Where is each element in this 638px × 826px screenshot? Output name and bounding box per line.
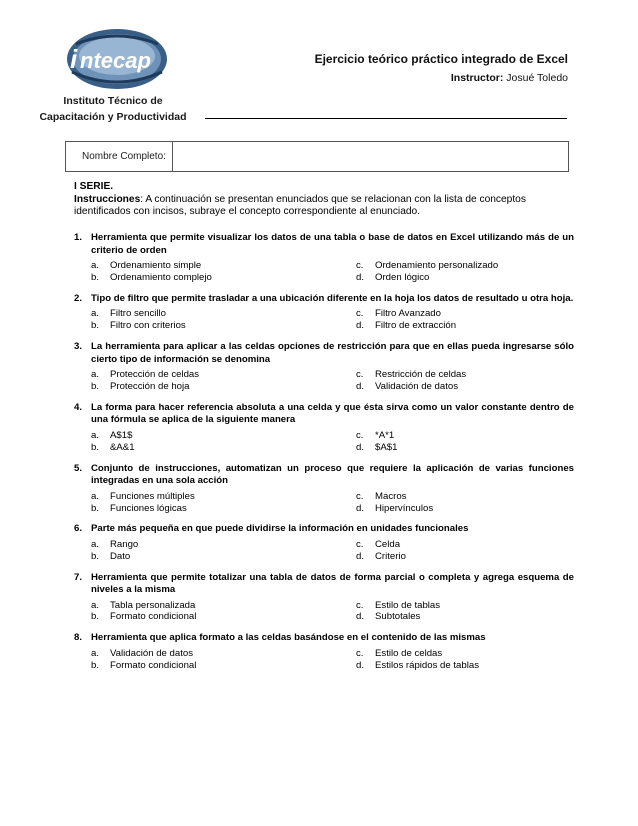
option-item[interactable] <box>356 648 591 660</box>
name-field[interactable] <box>173 142 568 171</box>
question-text <box>74 632 574 645</box>
option-item[interactable] <box>91 551 356 563</box>
option-text: A$1$ <box>110 429 133 441</box>
option-letter: d. <box>356 502 365 514</box>
institute-name <box>20 93 206 125</box>
option-item[interactable] <box>356 260 591 272</box>
question-statement: La forma para hacer referencia absoluta a una celda y que ésta sirva como un valor constante dentro de una fórmula se aplica de la siguiente manera <box>91 401 574 426</box>
option-letter: a. <box>91 260 100 272</box>
option-item[interactable] <box>356 660 591 672</box>
question-statement: La herramienta para aplicar a las celdas opciones de restricción para que en ellas pueda ingresarse sólo cierto tipo de información se denomina <box>91 340 574 365</box>
name-box <box>65 141 569 172</box>
option-text: Estilo de celdas <box>375 647 443 659</box>
option-list <box>74 600 574 624</box>
option-item[interactable] <box>91 272 356 284</box>
series-instructions <box>74 194 574 219</box>
option-item[interactable] <box>356 272 591 284</box>
question-statement: Conjunto de instrucciones, automatizan un proceso que requiere la aplicación de varias funciones integradas en una sola acción <box>91 462 574 487</box>
question-7 <box>74 572 574 624</box>
question-number: 2. <box>74 292 83 304</box>
option-letter: b. <box>91 380 100 392</box>
question-8 <box>74 632 574 671</box>
option-text: Ordenamiento personalizado <box>375 260 499 272</box>
option-text: Filtro de extracción <box>375 320 457 332</box>
option-letter: a. <box>91 647 100 659</box>
question-4 <box>74 402 574 454</box>
question-number: 6. <box>74 523 83 535</box>
option-letter: c. <box>356 260 364 272</box>
option-text: Funciones lógicas <box>110 502 187 514</box>
option-item[interactable] <box>91 648 356 660</box>
option-text: Dato <box>110 550 131 562</box>
option-item[interactable] <box>91 369 356 381</box>
question-statement: Herramienta que permite totalizar una tabla de datos de forma parcial o completa y agrega esquema de niveles a la misma <box>91 571 574 596</box>
option-item[interactable] <box>91 491 356 503</box>
option-item[interactable] <box>356 491 591 503</box>
option-letter: a. <box>91 429 100 441</box>
logo-text: ntecap <box>80 48 151 73</box>
question-number: 3. <box>74 340 83 352</box>
option-text: Hipervínculos <box>375 502 434 514</box>
option-text: Criterio <box>375 550 406 562</box>
question-text <box>74 293 574 306</box>
option-item[interactable] <box>356 551 591 563</box>
option-letter: a. <box>91 308 100 320</box>
question-statement: Parte más pequeña en que puede dividirse la información en unidades funcionales <box>91 523 469 535</box>
option-letter: b. <box>91 441 100 453</box>
option-text: *A*1 <box>375 429 395 441</box>
option-letter: a. <box>91 599 100 611</box>
option-text: Ordenamiento simple <box>110 260 202 272</box>
option-item[interactable] <box>91 600 356 612</box>
question-1 <box>74 232 574 284</box>
option-letter: d. <box>356 659 365 671</box>
option-item[interactable] <box>356 369 591 381</box>
option-letter: b. <box>91 320 100 332</box>
option-item[interactable] <box>91 539 356 551</box>
option-item[interactable] <box>356 430 591 442</box>
option-letter: c. <box>356 647 364 659</box>
option-text: Formato condicional <box>110 659 197 671</box>
option-list <box>74 430 574 454</box>
question-text <box>74 232 574 257</box>
question-text <box>74 402 574 427</box>
option-letter: b. <box>91 550 100 562</box>
option-item[interactable] <box>91 260 356 272</box>
option-item[interactable] <box>356 503 591 515</box>
option-text: $A$1 <box>375 441 398 453</box>
option-item[interactable] <box>356 611 591 623</box>
option-letter: a. <box>91 490 100 502</box>
header-rule <box>205 118 567 119</box>
option-letter: d. <box>356 380 365 392</box>
option-text: Protección de celdas <box>110 369 200 381</box>
option-text: Validación de datos <box>375 380 459 392</box>
series-section <box>74 181 574 219</box>
question-statement: Herramienta que permite visualizar los datos de una tabla o base de datos en Excel utilizando más de un criterio de orden <box>91 232 574 256</box>
option-text: Protección de hoja <box>110 380 190 392</box>
option-list <box>74 648 574 672</box>
option-text: &A&1 <box>110 441 135 453</box>
option-letter: d. <box>356 550 365 562</box>
option-list <box>74 369 574 393</box>
option-item[interactable] <box>356 600 591 612</box>
question-statement: Herramienta que aplica formato a las celdas basándose en el contenido de las mismas <box>91 632 486 644</box>
option-text: Filtro Avanzado <box>375 308 441 320</box>
option-text: Ordenamiento complejo <box>110 271 212 283</box>
question-text <box>74 523 574 536</box>
option-text: Funciones múltiples <box>110 490 195 502</box>
option-letter: c. <box>356 429 364 441</box>
option-text: Rango <box>110 538 139 550</box>
option-text: Subtotales <box>375 611 421 623</box>
option-item[interactable] <box>356 442 591 454</box>
option-item[interactable] <box>91 430 356 442</box>
question-statement: Tipo de filtro que permite trasladar a una ubicación diferente en la hoja los datos de resultado u otra hoja. <box>91 292 574 304</box>
question-6 <box>74 523 574 562</box>
option-text: Macros <box>375 490 407 502</box>
option-text: Estilo de tablas <box>375 599 441 611</box>
option-text: Estilos rápidos de tablas <box>375 659 479 671</box>
option-text: Orden lógico <box>375 271 430 283</box>
option-text: Formato condicional <box>110 611 197 623</box>
institute-line-1: Instituto Técnico de <box>63 95 163 107</box>
option-letter: c. <box>356 599 364 611</box>
document-title: Ejercicio teórico práctico integrado de Excel <box>314 52 568 66</box>
option-text: Filtro con criterios <box>110 320 186 332</box>
option-item[interactable] <box>356 320 591 332</box>
series-title: I SERIE. <box>74 181 114 192</box>
option-letter: c. <box>356 490 364 502</box>
question-5 <box>74 463 574 515</box>
instructor-name: Josué Toledo <box>503 72 568 84</box>
question-number: 4. <box>74 401 83 413</box>
option-text: Validación de datos <box>110 647 194 659</box>
instructor-label: Instructor: <box>450 72 504 84</box>
option-list <box>74 539 574 563</box>
option-letter: c. <box>356 308 364 320</box>
intecap-logo <box>62 22 172 94</box>
option-letter: a. <box>91 538 100 550</box>
option-item[interactable] <box>91 320 356 332</box>
instructions-label: Instrucciones <box>74 193 141 205</box>
question-text <box>74 463 574 488</box>
option-letter: c. <box>356 538 364 550</box>
option-item[interactable] <box>91 308 356 320</box>
option-item[interactable] <box>91 611 356 623</box>
option-list <box>74 491 574 515</box>
question-text <box>74 572 574 597</box>
option-item[interactable] <box>356 308 591 320</box>
option-text: Celda <box>375 538 401 550</box>
question-number: 8. <box>74 632 83 644</box>
institute-line-2: Capacitación y Productividad <box>39 111 187 123</box>
option-text: Restricción de celdas <box>375 369 467 381</box>
svg-text:i: i <box>70 44 78 74</box>
question-number: 5. <box>74 462 83 474</box>
option-item[interactable] <box>356 381 591 393</box>
option-item[interactable] <box>91 442 356 454</box>
option-item[interactable] <box>91 381 356 393</box>
question-text <box>74 341 574 366</box>
name-label: Nombre Completo: <box>66 142 173 171</box>
instructions-text: : A continuación se presentan enunciados que se relacionan con la lista de conceptos identificados con incisos, subraye el concepto correspondiente al enunciado. <box>74 193 526 218</box>
option-list <box>74 260 574 284</box>
option-letter: b. <box>91 659 100 671</box>
question-number: 7. <box>74 571 83 583</box>
option-item[interactable] <box>91 503 356 515</box>
question-3 <box>74 341 574 393</box>
option-letter: c. <box>356 369 364 381</box>
option-letter: d. <box>356 611 365 623</box>
instructor-line <box>451 72 568 84</box>
option-letter: d. <box>356 320 365 332</box>
option-letter: b. <box>91 502 100 514</box>
question-list <box>74 232 574 680</box>
option-list <box>74 308 574 332</box>
option-letter: b. <box>91 611 100 623</box>
option-text: Tabla personalizada <box>110 599 196 611</box>
option-item[interactable] <box>356 539 591 551</box>
option-letter: a. <box>91 369 100 381</box>
question-2 <box>74 293 574 332</box>
option-item[interactable] <box>91 660 356 672</box>
option-letter: d. <box>356 441 365 453</box>
option-letter: b. <box>91 271 100 283</box>
option-text: Filtro sencillo <box>110 308 166 320</box>
option-letter: d. <box>356 271 365 283</box>
question-number: 1. <box>74 232 83 243</box>
